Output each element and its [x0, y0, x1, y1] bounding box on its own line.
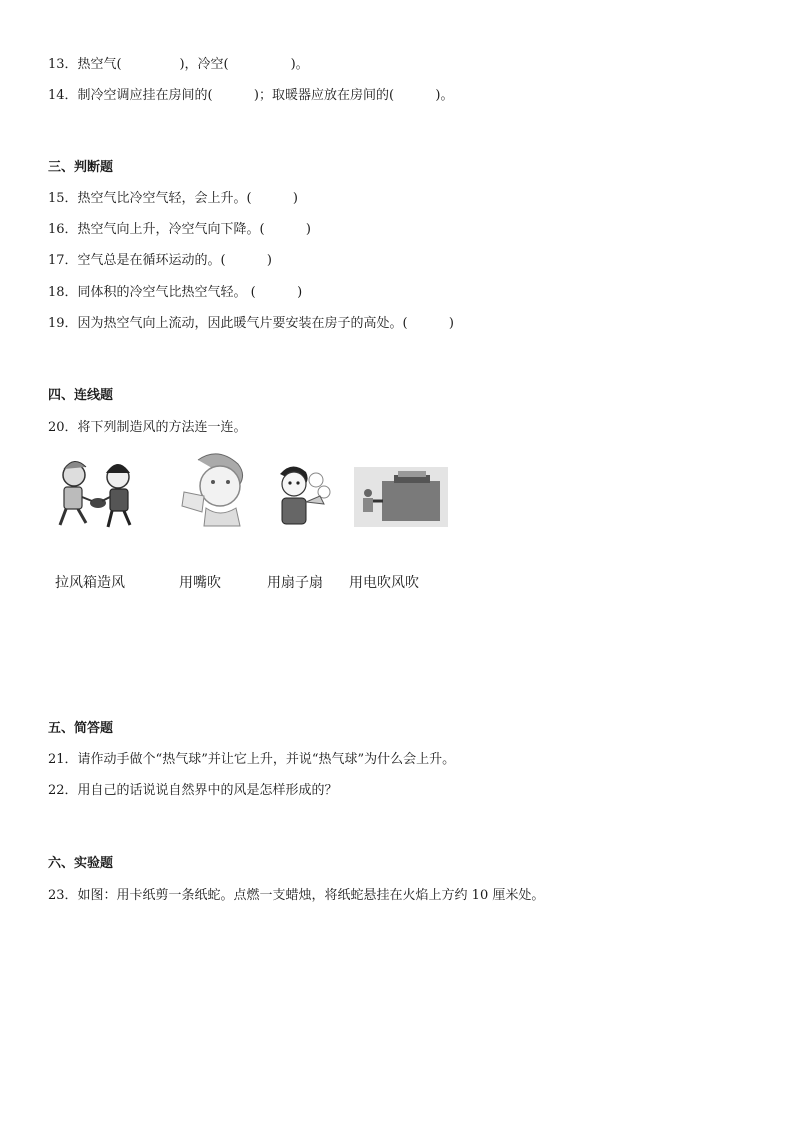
question-20: 20．将下列制造风的方法连一连。	[48, 420, 247, 435]
blowing-picture	[178, 452, 254, 530]
bellows-picture	[52, 455, 144, 535]
question-23: 23．如图：用卡纸剪一条纸蛇。点燃一支蜡烛，将纸蛇悬挂在火焰上方约 10 厘米处。	[48, 888, 545, 903]
caption-hair-dryer: 用电吹风吹	[349, 575, 419, 591]
caption-fan: 用扇子扇	[267, 575, 323, 591]
question-22: 22．用自己的话说说自然界中的风是怎样形成的？	[48, 783, 338, 798]
section-matching: 四、连线题	[48, 388, 114, 403]
question-18: 18．同体积的冷空气比热空气轻。 ( )	[48, 285, 303, 300]
question-19: 19．因为热空气向上流动，因此暖气片要安装在房子的高处。( )	[48, 316, 455, 331]
question-21: 21．请作动手做个“热气球”并让它上升，并说“热气球”为什么会上升。	[48, 752, 456, 767]
question-16: 16．热空气向上升，冷空气向下降。( )	[48, 222, 312, 237]
question-17: 17．空气总是在循环运动的。( )	[48, 253, 273, 268]
question-14: 14．制冷空调应挂在房间的( )；取暖器应放在房间的( )。	[48, 88, 454, 103]
hair-dryer-picture	[354, 467, 448, 527]
fan-picture	[268, 462, 332, 532]
question-15: 15．热空气比冷空气轻，会上升。( )	[48, 191, 299, 206]
section-true-false: 三、判断题	[48, 160, 114, 175]
caption-bellows: 拉风箱造风	[55, 575, 125, 591]
question-13: 13．热空气( )，冷空( )。	[48, 57, 309, 72]
caption-blowing: 用嘴吹	[179, 575, 221, 591]
section-short-answer: 五、简答题	[48, 721, 114, 736]
section-experiment: 六、实验题	[48, 856, 114, 871]
